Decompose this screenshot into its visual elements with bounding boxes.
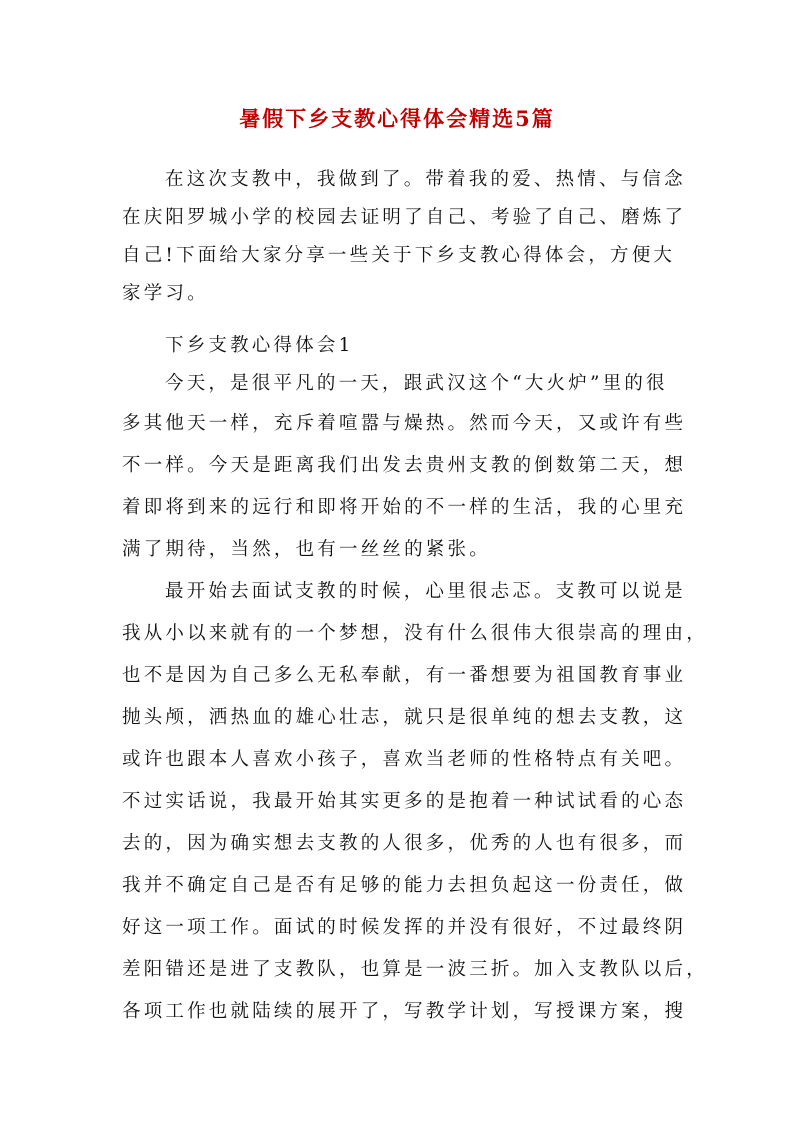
paragraph-line: 或许也跟本人喜欢小孩子，喜欢当老师的性格特点有关吧。 <box>122 749 687 770</box>
paragraph-line: 在庆阳罗城小学的校园去证明了自己、考验了自己、磨炼了 <box>122 207 687 228</box>
paragraph-line: 也不是因为自己多么无私奉献，有一番想要为祖国教育事业 <box>122 665 687 686</box>
document-title: 暑假下乡支教心得体会精选5篇 <box>239 106 555 131</box>
paragraph-line: 着即将到来的远行和即将开始的不一样的生活，我的心里充 <box>122 497 687 518</box>
paragraph-line: 去的，因为确实想去支教的人很多，优秀的人也有很多，而 <box>122 833 687 854</box>
paragraph-line: 我并不确定自己是否有足够的能力去担负起这一份责任，做 <box>122 875 687 896</box>
paragraph-line: 不一样。今天是距离我们出发去贵州支教的倒数第二天，想 <box>122 455 687 476</box>
section-heading: 下乡支教心得体会1 <box>165 335 354 356</box>
paragraph-line: 满了期待，当然，也有一丝丝的紧张。 <box>122 539 491 560</box>
paragraph-line: 好这一项工作。面试的时候发挥的并没有很好，不过最终阴 <box>122 917 687 938</box>
paragraph-line: 自己!下面给大家分享一些关于下乡支教心得体会，方便大 <box>122 245 676 266</box>
paragraph-line: 抛头颅，洒热血的雄心壮志，就只是很单纯的想去支教，这 <box>122 707 687 728</box>
paragraph-line: 在这次支教中，我做到了。带着我的爱、热情、与信念 <box>165 169 686 190</box>
paragraph-line: 我从小以来就有的一个梦想，没有什么很伟大很崇高的理由， <box>122 623 708 644</box>
paragraph-line: 差阳错还是进了支教队，也算是一波三折。加入支教队以后， <box>122 959 708 980</box>
paragraph-line: 各项工作也就陆续的展开了，写教学计划，写授课方案，搜 <box>122 1001 687 1022</box>
paragraph-line: 多其他天一样，充斥着喧嚣与燥热。然而今天，又或许有些 <box>122 413 687 434</box>
paragraph-line: 不过实话说，我最开始其实更多的是抱着一种试试看的心态 <box>122 791 687 812</box>
paragraph-line: 今天，是很平凡的一天，跟武汉这个“大火炉”里的很 <box>165 373 668 394</box>
paragraph-line: 家学习。 <box>122 283 209 304</box>
paragraph-line: 最开始去面试支教的时候，心里很忐忑。支教可以说是 <box>165 581 686 602</box>
